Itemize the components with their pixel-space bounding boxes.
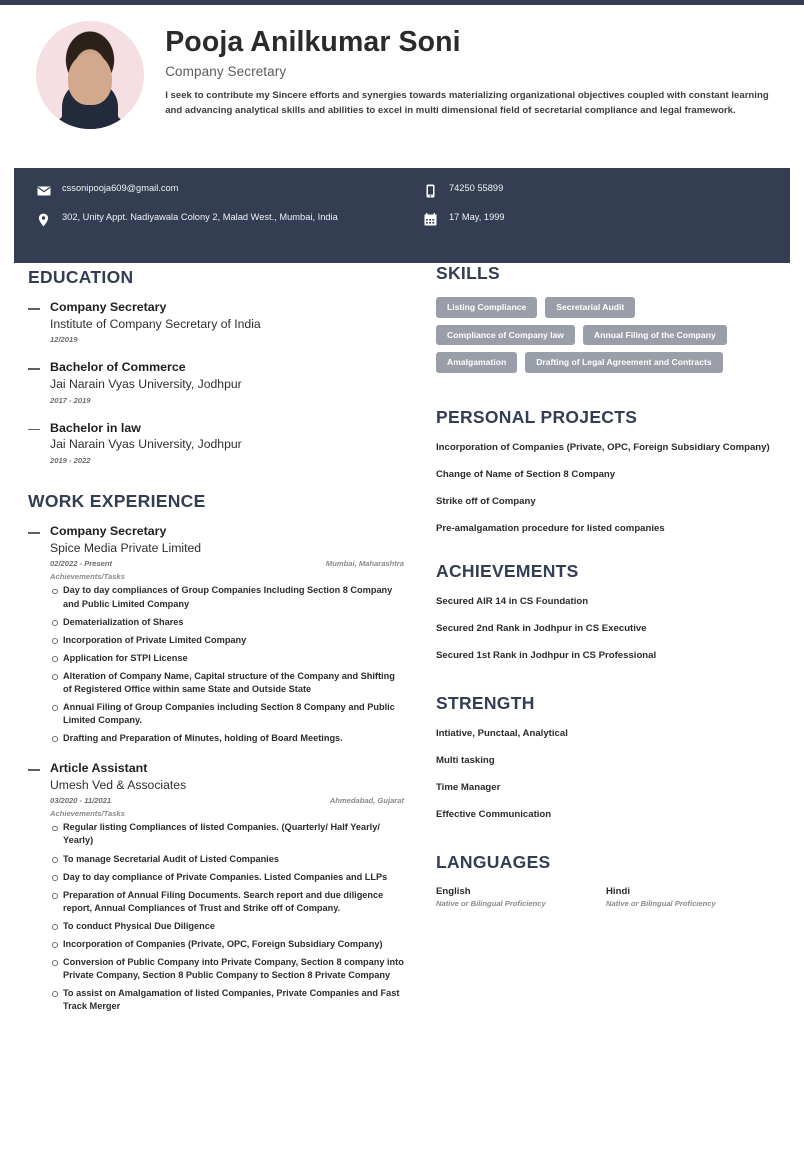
resume-header bbox=[14, 5, 790, 155]
work-bullet: Drafting and Preparation of Minutes, holding of Board Meetings. bbox=[50, 732, 404, 745]
resume-body bbox=[14, 263, 790, 1039]
education-school: Jai Narain Vyas University, Jodhpur bbox=[50, 376, 242, 391]
work-heading: WORK EXPERIENCE bbox=[28, 491, 206, 512]
work-role: Company Secretary bbox=[50, 524, 167, 539]
work-company: Spice Media Private Limited bbox=[50, 540, 202, 555]
skills-section bbox=[436, 263, 776, 373]
project-item: Strike off of Company bbox=[436, 495, 536, 507]
strength-section bbox=[436, 693, 776, 822]
work-bullet: To manage Secretarial Audit of Listed Companies bbox=[50, 853, 404, 866]
language-name: English bbox=[436, 885, 471, 897]
languages-section bbox=[436, 852, 776, 908]
projects-list bbox=[436, 441, 776, 536]
education-degree: Company Secretary bbox=[50, 300, 167, 314]
education-date: 2019 - 2022 bbox=[50, 456, 91, 466]
work-bullet: Incorporation of Companies (Private, OPC, Foreign Subsidiary Company) bbox=[50, 938, 404, 951]
skill-pill: Compliance of Company law bbox=[436, 325, 575, 346]
language-level: Native or Bilingual Proficiency bbox=[606, 898, 716, 908]
languages-heading: LANGUAGES bbox=[436, 851, 551, 872]
education-entry bbox=[28, 300, 404, 344]
skills-pill-group bbox=[436, 297, 776, 373]
skill-pill: Listing Compliance bbox=[436, 297, 537, 318]
achievements-list bbox=[436, 595, 776, 663]
education-date: 12/2019 bbox=[50, 335, 78, 345]
entry-dash-icon bbox=[28, 308, 40, 310]
language-name: Hindi bbox=[606, 885, 630, 897]
skills-heading: SKILLS bbox=[436, 263, 501, 283]
right-column bbox=[422, 263, 790, 1039]
location-pin-icon bbox=[36, 212, 51, 227]
candidate-role: Company Secretary bbox=[165, 64, 287, 80]
education-school: Jai Narain Vyas University, Jodhpur bbox=[50, 437, 242, 452]
candidate-name: Pooja Anilkumar Soni bbox=[165, 26, 461, 58]
work-tasks-label: Achievements/Tasks bbox=[50, 809, 125, 819]
project-item: Change of Name of Section 8 Company bbox=[436, 468, 616, 480]
achievement-item: Secured 1st Rank in Jodhpur in CS Professional bbox=[436, 650, 657, 662]
left-column bbox=[14, 263, 422, 1039]
contact-dob-row bbox=[423, 211, 754, 227]
work-bullet-list bbox=[50, 821, 404, 1013]
achievement-item: Secured AIR 14 in CS Foundation bbox=[436, 596, 589, 608]
work-location: Ahmedabad, Gujarat bbox=[329, 796, 404, 806]
strength-item: Intiative, Punctaal, Analytical bbox=[436, 728, 568, 740]
contact-email[interactable]: cssonipooja609@gmail.com bbox=[62, 183, 179, 193]
work-bullet-list bbox=[50, 584, 404, 745]
skill-pill: Amalgamation bbox=[436, 352, 517, 373]
strength-item: Effective Communication bbox=[436, 808, 552, 820]
work-entry bbox=[28, 761, 404, 1013]
entry-dash-icon bbox=[28, 368, 40, 370]
contact-phone[interactable]: 74250 55899 bbox=[448, 183, 504, 193]
work-bullet: Alteration of Company Name, Capital structure of the Company and Shifting of Registered Office within same State and Outside State bbox=[50, 670, 404, 696]
work-date: 02/2022 - Present bbox=[50, 559, 113, 569]
education-degree: Bachelor of Commerce bbox=[50, 360, 186, 375]
work-bullet: Dematerialization of Shares bbox=[50, 616, 404, 629]
contact-bar bbox=[14, 168, 790, 263]
education-date: 2017 - 2019 bbox=[50, 395, 91, 405]
work-bullet: Regular listing Compliances of listed Companies. (Quarterly/ Half Yearly/ Yearly) bbox=[50, 821, 404, 847]
education-heading: EDUCATION bbox=[28, 267, 134, 287]
language-item bbox=[436, 886, 606, 908]
avatar bbox=[36, 21, 144, 129]
work-bullet: Incorporation of Private Limited Company bbox=[50, 634, 404, 647]
work-bullet: Day to day compliance of Private Companies. Listed Companies and LLPs bbox=[50, 871, 404, 884]
profile-summary: I seek to contribute my Sincere efforts and synergies towards materializing organizational objectives coupled with constant learning and advancing analytical skills and abilities to excel in multi dimensional field of secretarial compliance and legal framework. bbox=[165, 90, 769, 117]
contact-column-left bbox=[36, 182, 401, 263]
entry-dash-icon bbox=[28, 532, 40, 534]
strength-heading: STRENGTH bbox=[436, 693, 535, 714]
skill-pill: Drafting of Legal Agreement and Contracts bbox=[525, 352, 722, 373]
work-bullet: To assist on Amalgamation of listed Companies, Private Companies and Fast Track Merger bbox=[50, 987, 404, 1013]
achievements-heading: ACHIEVEMENTS bbox=[436, 561, 579, 582]
work-date: 03/2020 - 11/2021 bbox=[50, 796, 112, 806]
contact-dob: 17 May, 1999 bbox=[448, 212, 505, 222]
contact-address-row bbox=[36, 211, 401, 227]
calendar-icon bbox=[423, 212, 438, 227]
contact-phone-row bbox=[423, 182, 754, 198]
contact-address: 302, Unity Appt. Nadiyawala Colony 2, Malad West., Mumbai, India bbox=[62, 212, 338, 222]
project-item: Pre-amalgamation procedure for listed companies bbox=[436, 522, 665, 534]
entry-dash-icon bbox=[28, 429, 40, 431]
work-role: Article Assistant bbox=[50, 761, 148, 776]
work-section bbox=[28, 491, 404, 1013]
entry-dash-icon bbox=[28, 769, 40, 771]
phone-icon bbox=[423, 183, 438, 198]
work-bullet: Day to day compliances of Group Companies Including Section 8 Company and Public Limited Company bbox=[50, 584, 404, 610]
skill-pill: Annual Filing of the Company bbox=[583, 325, 727, 346]
contact-column-right bbox=[401, 182, 768, 263]
strength-list bbox=[436, 727, 776, 822]
projects-heading: PERSONAL PROJECTS bbox=[436, 406, 638, 427]
work-tasks-label: Achievements/Tasks bbox=[50, 572, 125, 582]
education-entry bbox=[28, 421, 404, 465]
language-item bbox=[606, 886, 776, 908]
strength-item: Time Manager bbox=[436, 781, 501, 793]
education-section bbox=[28, 267, 404, 465]
work-bullet: Preparation of Annual Filing Documents. Search report and due diligence report, Annual Compliances of Trust and Strike off of Company. bbox=[50, 889, 404, 915]
work-location: Mumbai, Maharashtra bbox=[325, 559, 404, 569]
header-text bbox=[165, 5, 790, 119]
work-bullet: To conduct Physical Due Diligence bbox=[50, 920, 404, 933]
strength-item: Multi tasking bbox=[436, 755, 495, 767]
achievements-section bbox=[436, 561, 776, 663]
contact-email-row bbox=[36, 182, 401, 198]
envelope-icon bbox=[36, 183, 51, 198]
languages-list bbox=[436, 886, 776, 908]
avatar-container bbox=[14, 5, 165, 129]
education-entry bbox=[28, 360, 404, 404]
work-bullet: Conversion of Public Company into Private Company, Section 8 company into Private Company, Section 8 Public Company to Section 8 Private Company bbox=[50, 956, 404, 982]
work-company: Umesh Ved & Associates bbox=[50, 777, 187, 792]
achievement-item: Secured 2nd Rank in Jodhpur in CS Executive bbox=[436, 623, 647, 635]
projects-section bbox=[436, 407, 776, 536]
work-entry bbox=[28, 524, 404, 745]
language-level: Native or Bilingual Proficiency bbox=[436, 898, 546, 908]
work-bullet: Annual Filing of Group Companies including Section 8 Company and Public Limited Company. bbox=[50, 701, 404, 727]
education-degree: Bachelor in law bbox=[50, 420, 141, 435]
work-bullet: Application for STPI License bbox=[50, 652, 404, 665]
skill-pill: Secretarial Audit bbox=[545, 297, 635, 318]
project-item: Incorporation of Companies (Private, OPC, Foreign Subsidiary Company) bbox=[436, 441, 770, 453]
education-school: Institute of Company Secretary of India bbox=[50, 316, 261, 331]
